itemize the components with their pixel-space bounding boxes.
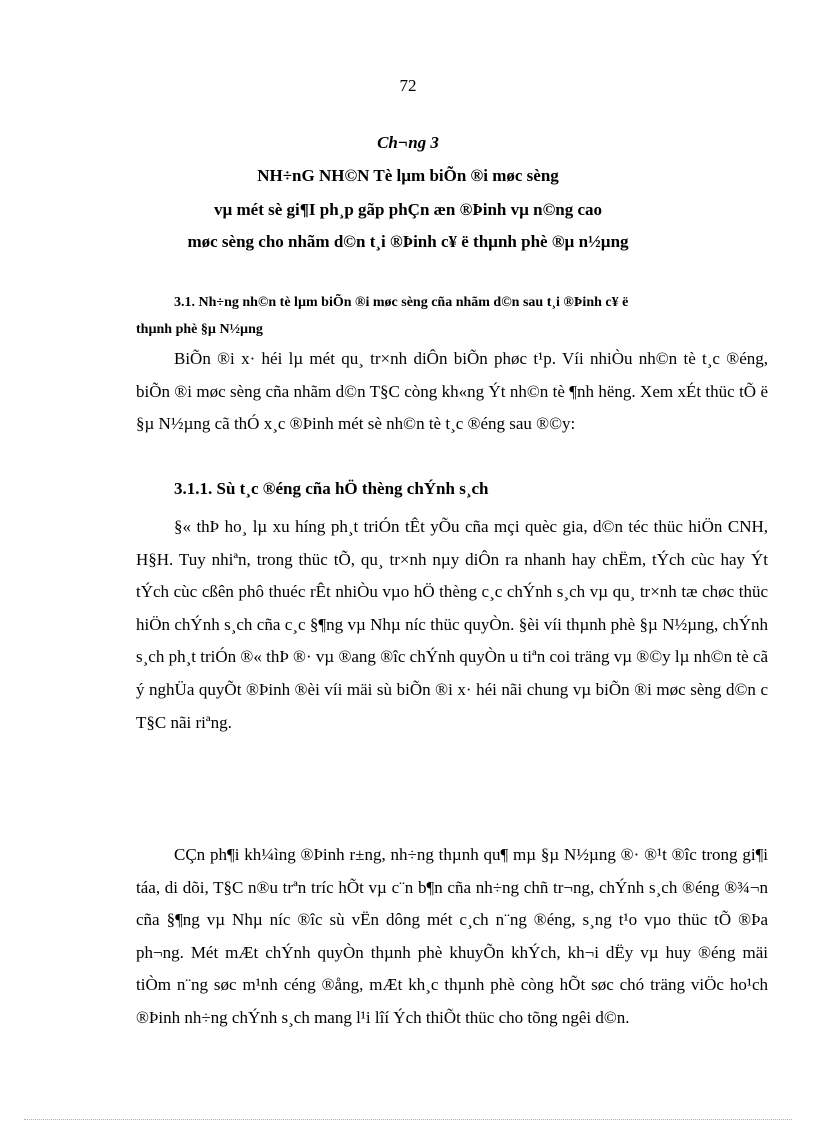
body-paragraph-1: BiÕn ®i x· héi lµ mét qu¸ tr×nh diÔn biÕn phøc t¹p. Víi nhiÒu nh©n tè t¸c ®éng, biÕn ®i møc sèng cña nhãm d©n T§C còng kh«ng Ýt nh©n tè ¶nh hëng. Xem xÉt thüc tÕ ë §µ N½µng cã thÓ x¸c ®Þinh mét sè nh©n tè t¸c ®éng sau ®©y:: [136, 349, 768, 434]
chapter-title-line-2: vµ mét sè gi¶I ph¸p gãp phÇn æn ®Þinh vµ n©ng cao: [213, 200, 603, 219]
page-bottom-divider: [24, 1119, 792, 1120]
chapter-label: Ch¬ng 3: [377, 133, 439, 152]
body-paragraph-2: §« thÞ ho¸ lµ xu híng ph¸t triÓn tÊt yÕu cña mçi quèc gia, d©n téc thüc hiÖn CNH, H§H. Tuy nhiªn, trong thüc tÕ, qu¸ tr×nh nµy diÔn ra nhanh hay chËm, tÝch cùc hay Ýt tÝch cùc cßên phô thuéc rÊt nhiÒu vµo hÖ thèng c¸c chÝnh s¸ch vµ qu¸ tr×nh tæ chøc thüc hiÖn chÝnh s¸ch cña c¸c §¶ng vµ Nhµ níc thüc quyÒn. §èi víi thµnh phè §µ N½µng, chÝnh s¸ch ph¸t triÓn ®« thÞ ®· vµ ®ang ®îc chÝnh quyÒn u tiªn coi träng vµ ®©y lµ nh©n tè cã ý nghÜa quyÕt ®Þinh ®èi víi mäi sù biÕn ®i x· héi nãi chung vµ biÕn ®i møc sèng d©n c T§C nãi riªng.: [136, 517, 768, 732]
chapter-title-line-1: NH÷nG NH©N Tè lµm biÕn ®i møc sèng: [257, 166, 559, 185]
section-heading-3-1-continued: thµnh phè §µ N½µng: [136, 322, 263, 337]
section-heading-3-1: 3.1. Nh÷ng nh©n tè lµm biÕn ®i møc sèng cña nhãm d©n sau t¸i ®Þinh c¥ ë: [174, 295, 629, 310]
page-number: 72: [399, 76, 417, 95]
body-paragraph-3: CÇn ph¶i kh¼ìng ®Þinh r±ng, nh÷ng thµnh qu¶ mµ §µ N½µng ®· ®¹t ®îc trong gi¶i táa, di dõi, T§C n®u trªn tríc hÕt vµ c¨n b¶n cña nh÷ng chñ tr¬ng, chÝnh s¸ch ®éng ®¾¬n cña §¶ng vµ Nhµ níc ®îc sù vËn dông mét c¸ch n¨ng ®éng, s¸ng t¹o vµo thüc tÕ ®Þa ph¬ng. Mét mÆt chÝnh quyÒn thµnh phè khuyÕn khÝch, kh¬i dËy vµ huy ®éng mäi tiÒm n¨ng søc m¹nh céng ®ång, mÆt kh¸c thµnh phè còng hÕt søc chó träng viÖc ho¹ch ®Þinh nh÷ng chÝnh s¸ch mang l¹i lîí Ých thiÕt thüc cho tõng ngêi d©n.: [136, 845, 768, 1027]
chapter-title-line-3: møc sèng cho nhãm d©n t¸i ®Þinh c¥ ë thµnh phè ®µ n½µng: [187, 232, 629, 251]
subsection-heading-3-1-1: 3.1.1. Sù t¸c ®éng cña hÖ thèng chÝnh s¸ch: [174, 479, 489, 498]
